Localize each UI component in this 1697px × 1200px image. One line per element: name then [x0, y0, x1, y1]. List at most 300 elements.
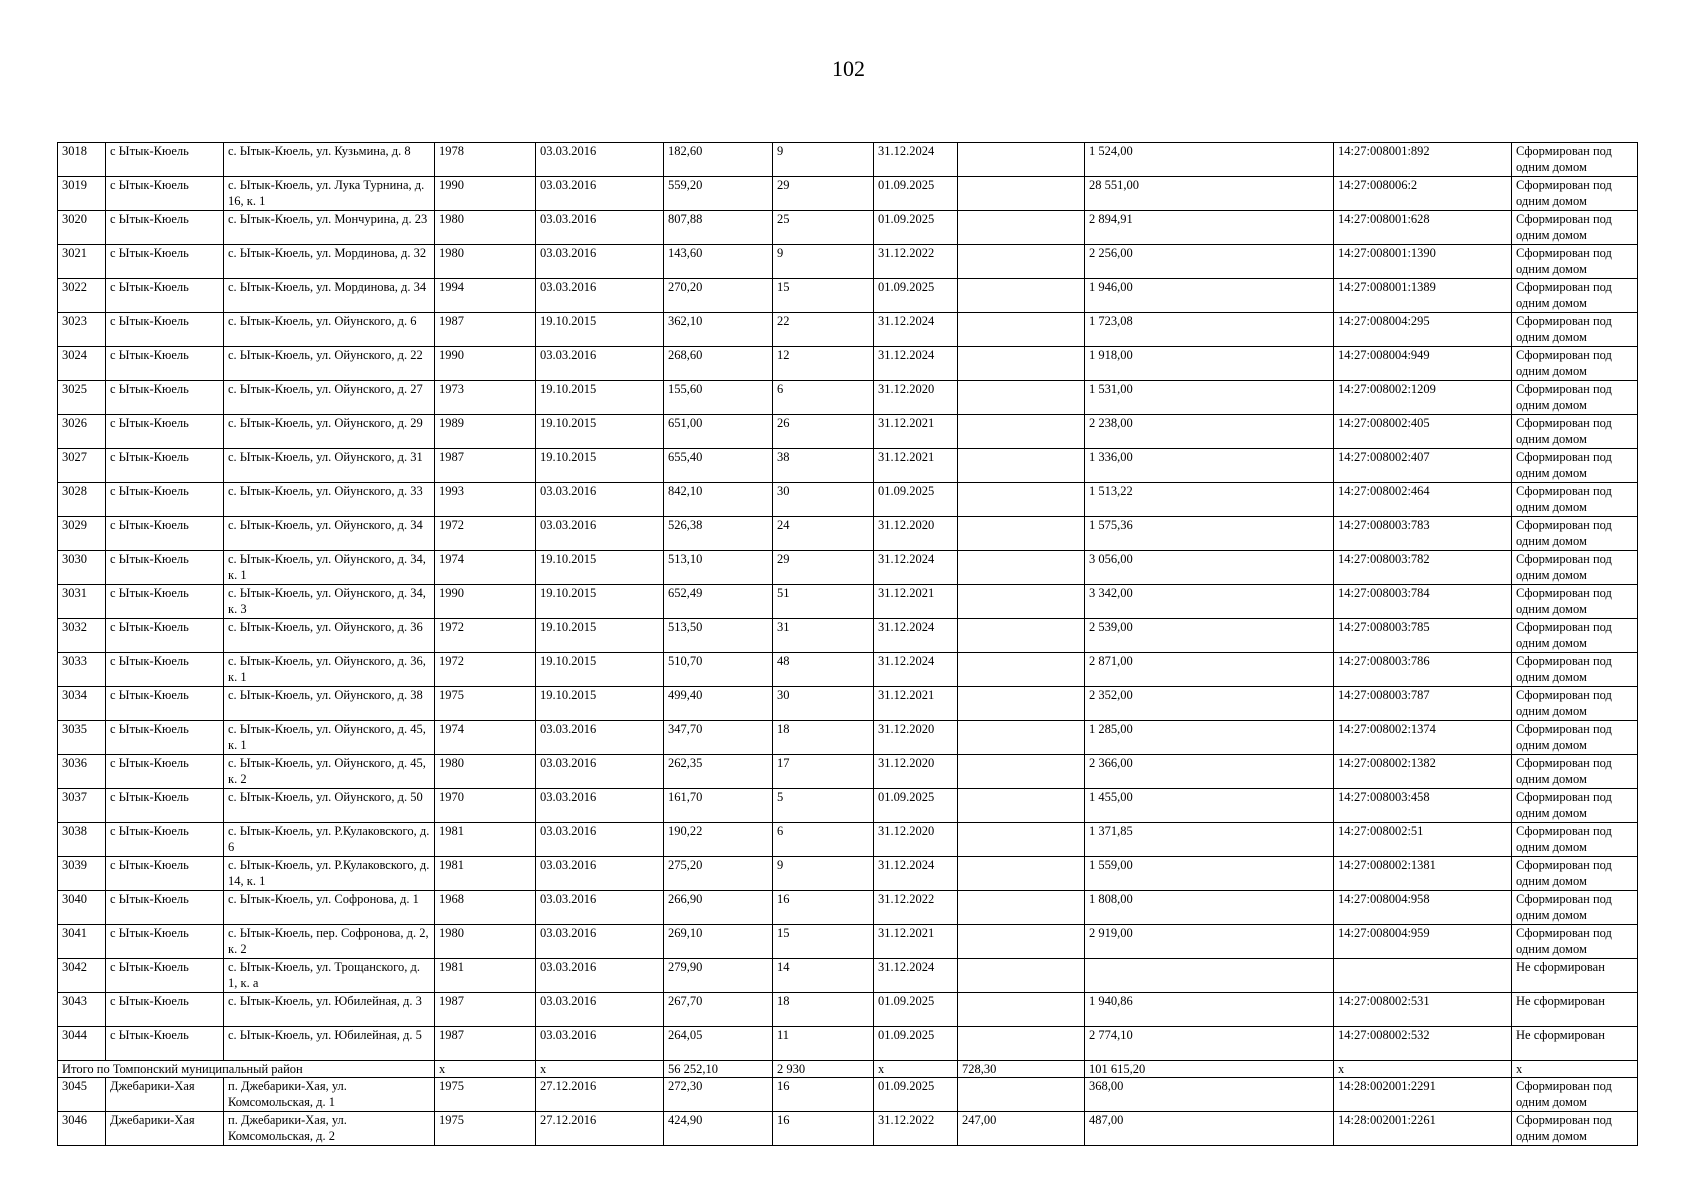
cell-residents: 26 — [773, 415, 874, 449]
cell-number: 3026 — [58, 415, 106, 449]
cell-address: с. Ытык-Кюель, ул. Ойунского, д. 34, к. 1 — [224, 551, 435, 585]
cell-area: 842,10 — [664, 483, 773, 517]
cell-land-status: Сформирован под одним домом — [1512, 721, 1638, 755]
cell-residents: 29 — [773, 177, 874, 211]
cell-settlement: с Ытык-Кюель — [106, 653, 224, 687]
cell-extra-area — [958, 551, 1085, 585]
cell-year-built: 1973 — [435, 381, 536, 415]
table-row — [58, 245, 1638, 279]
cell-cost: 1 371,85 — [1085, 823, 1334, 857]
cell-extra-area — [958, 1027, 1085, 1061]
cell-residents: 16 — [773, 1078, 874, 1112]
cell-year-built: 1972 — [435, 517, 536, 551]
cell-extra-area — [958, 177, 1085, 211]
cell-residents: 9 — [773, 143, 874, 177]
table-row — [58, 347, 1638, 381]
cell-deadline: 31.12.2020 — [874, 517, 958, 551]
cell-address: п. Джебарики-Хая, ул. Комсомольская, д. 2 — [224, 1112, 435, 1146]
table-row — [58, 925, 1638, 959]
cell-deadline: 31.12.2021 — [874, 449, 958, 483]
cell-deadline: 31.12.2024 — [874, 857, 958, 891]
table-row — [58, 517, 1638, 551]
cell-cadastral-number: 14:28:002001:2291 — [1334, 1078, 1512, 1112]
cell-residents: 18 — [773, 721, 874, 755]
cell-number: 3046 — [58, 1112, 106, 1146]
cell-residents: 14 — [773, 959, 874, 993]
table-row — [58, 313, 1638, 347]
cell-settlement: с Ытык-Кюель — [106, 211, 224, 245]
cell-number: 3029 — [58, 517, 106, 551]
cell-address: с. Ытык-Кюель, ул. Софронова, д. 1 — [224, 891, 435, 925]
cell-cost: 1 918,00 — [1085, 347, 1334, 381]
cell-area: 513,10 — [664, 551, 773, 585]
page-number: 102 — [832, 56, 865, 81]
cell-cost: 1 531,00 — [1085, 381, 1334, 415]
cell-date: 03.03.2016 — [536, 891, 664, 925]
cell-extra-area — [958, 483, 1085, 517]
cell-area: 499,40 — [664, 687, 773, 721]
cell-deadline: 31.12.2024 — [874, 313, 958, 347]
cell-address: с. Ытык-Кюель, ул. Кузьмина, д. 8 — [224, 143, 435, 177]
cell-extra-area — [958, 211, 1085, 245]
table-row — [58, 177, 1638, 211]
cell-settlement: с Ытык-Кюель — [106, 313, 224, 347]
total-cell-extra-area: 728,30 — [958, 1061, 1085, 1078]
cell-year-built: 1987 — [435, 993, 536, 1027]
cell-number: 3018 — [58, 143, 106, 177]
cell-land-status: Сформирован под одним домом — [1512, 789, 1638, 823]
cell-cadastral-number: 14:27:008002:464 — [1334, 483, 1512, 517]
cell-number: 3045 — [58, 1078, 106, 1112]
table-row — [58, 211, 1638, 245]
cell-date: 19.10.2015 — [536, 381, 664, 415]
cell-cadastral-number: 14:27:008001:628 — [1334, 211, 1512, 245]
cell-deadline: 01.09.2025 — [874, 279, 958, 313]
cell-cost: 1 723,08 — [1085, 313, 1334, 347]
cell-cadastral-number: 14:27:008002:1382 — [1334, 755, 1512, 789]
total-cell-date: х — [536, 1061, 664, 1078]
cell-settlement: с Ытык-Кюель — [106, 143, 224, 177]
cell-area: 279,90 — [664, 959, 773, 993]
total-cell-year-built: х — [435, 1061, 536, 1078]
cell-settlement: с Ытык-Кюель — [106, 1027, 224, 1061]
cell-land-status: Сформирован под одним домом — [1512, 313, 1638, 347]
housing-registry-table — [57, 142, 1638, 1146]
cell-cadastral-number: 14:27:008002:1381 — [1334, 857, 1512, 891]
cell-residents: 38 — [773, 449, 874, 483]
cell-area: 652,49 — [664, 585, 773, 619]
cell-year-built: 1978 — [435, 143, 536, 177]
table-row — [58, 823, 1638, 857]
cell-area: 559,20 — [664, 177, 773, 211]
cell-year-built: 1975 — [435, 1078, 536, 1112]
cell-settlement: с Ытык-Кюель — [106, 687, 224, 721]
table-row — [58, 1027, 1638, 1061]
cell-number: 3027 — [58, 449, 106, 483]
cell-deadline: 31.12.2022 — [874, 891, 958, 925]
cell-land-status: Сформирован под одним домом — [1512, 143, 1638, 177]
cell-deadline: 31.12.2024 — [874, 347, 958, 381]
cell-residents: 17 — [773, 755, 874, 789]
cell-cadastral-number: 14:27:008003:784 — [1334, 585, 1512, 619]
cell-residents: 6 — [773, 823, 874, 857]
cell-extra-area — [958, 585, 1085, 619]
cell-cost: 2 539,00 — [1085, 619, 1334, 653]
cell-settlement: с Ытык-Кюель — [106, 245, 224, 279]
cell-extra-area — [958, 143, 1085, 177]
cell-extra-area — [958, 789, 1085, 823]
cell-deadline: 31.12.2024 — [874, 959, 958, 993]
cell-area: 182,60 — [664, 143, 773, 177]
cell-settlement: с Ытык-Кюель — [106, 415, 224, 449]
cell-land-status: Не сформирован — [1512, 1027, 1638, 1061]
cell-number: 3030 — [58, 551, 106, 585]
cell-area: 347,70 — [664, 721, 773, 755]
cell-area: 362,10 — [664, 313, 773, 347]
cell-residents: 12 — [773, 347, 874, 381]
cell-residents: 51 — [773, 585, 874, 619]
cell-cost: 487,00 — [1085, 1112, 1334, 1146]
cell-cadastral-number: 14:27:008003:782 — [1334, 551, 1512, 585]
cell-area: 526,38 — [664, 517, 773, 551]
cell-area: 262,35 — [664, 755, 773, 789]
cell-cost: 2 871,00 — [1085, 653, 1334, 687]
cell-cadastral-number: 14:27:008002:1209 — [1334, 381, 1512, 415]
cell-area: 270,20 — [664, 279, 773, 313]
cell-year-built: 1990 — [435, 177, 536, 211]
cell-area: 269,10 — [664, 925, 773, 959]
cell-extra-area — [958, 959, 1085, 993]
cell-number: 3035 — [58, 721, 106, 755]
cell-deadline: 01.09.2025 — [874, 483, 958, 517]
cell-cost: 2 238,00 — [1085, 415, 1334, 449]
cell-cost: 2 774,10 — [1085, 1027, 1334, 1061]
cell-settlement: с Ытык-Кюель — [106, 857, 224, 891]
cell-year-built: 1994 — [435, 279, 536, 313]
cell-extra-area — [958, 653, 1085, 687]
cell-year-built: 1972 — [435, 653, 536, 687]
cell-residents: 5 — [773, 789, 874, 823]
cell-date: 19.10.2015 — [536, 653, 664, 687]
cell-extra-area — [958, 517, 1085, 551]
cell-land-status: Сформирован под одним домом — [1512, 687, 1638, 721]
cell-land-status: Не сформирован — [1512, 959, 1638, 993]
cell-cost: 2 366,00 — [1085, 755, 1334, 789]
cell-number: 3032 — [58, 619, 106, 653]
total-cell-residents: 2 930 — [773, 1061, 874, 1078]
cell-year-built: 1981 — [435, 823, 536, 857]
cell-deadline: 31.12.2021 — [874, 687, 958, 721]
table-row — [58, 143, 1638, 177]
cell-year-built: 1972 — [435, 619, 536, 653]
cell-address: с. Ытык-Кюель, ул. Юбилейная, д. 5 — [224, 1027, 435, 1061]
cell-land-status: Сформирован под одним домом — [1512, 891, 1638, 925]
cell-land-status: Сформирован под одним домом — [1512, 177, 1638, 211]
cell-area: 268,60 — [664, 347, 773, 381]
cell-cost: 2 894,91 — [1085, 211, 1334, 245]
cell-number: 3037 — [58, 789, 106, 823]
cell-date: 03.03.2016 — [536, 721, 664, 755]
cell-land-status: Сформирован под одним домом — [1512, 823, 1638, 857]
cell-deadline: 31.12.2024 — [874, 143, 958, 177]
table-row — [58, 789, 1638, 823]
cell-settlement: с Ытык-Кюель — [106, 449, 224, 483]
cell-cost: 28 551,00 — [1085, 177, 1334, 211]
cell-extra-area — [958, 245, 1085, 279]
cell-cadastral-number: 14:27:008002:51 — [1334, 823, 1512, 857]
table-row — [58, 415, 1638, 449]
cell-settlement: с Ытык-Кюель — [106, 517, 224, 551]
cell-address: с. Ытык-Кюель, ул. Ойунского, д. 33 — [224, 483, 435, 517]
total-label: Итого по Томпонский муниципальный район — [58, 1061, 435, 1078]
cell-settlement: Джебарики-Хая — [106, 1078, 224, 1112]
cell-land-status: Сформирован под одним домом — [1512, 925, 1638, 959]
cell-extra-area — [958, 415, 1085, 449]
cell-cadastral-number: 14:28:002001:2261 — [1334, 1112, 1512, 1146]
cell-year-built: 1975 — [435, 687, 536, 721]
cell-cost: 1 559,00 — [1085, 857, 1334, 891]
cell-deadline: 01.09.2025 — [874, 1027, 958, 1061]
cell-residents: 30 — [773, 483, 874, 517]
cell-area: 513,50 — [664, 619, 773, 653]
total-cell-area: 56 252,10 — [664, 1061, 773, 1078]
cell-address: с. Ытык-Кюель, ул. Мординова, д. 34 — [224, 279, 435, 313]
cell-settlement: с Ытык-Кюель — [106, 551, 224, 585]
cell-address: с. Ытык-Кюель, ул. Ойунского, д. 34 — [224, 517, 435, 551]
table-row — [58, 687, 1638, 721]
cell-settlement: с Ытык-Кюель — [106, 891, 224, 925]
cell-cadastral-number: 14:27:008003:783 — [1334, 517, 1512, 551]
cell-deadline: 31.12.2021 — [874, 925, 958, 959]
cell-area: 807,88 — [664, 211, 773, 245]
cell-settlement: с Ытык-Кюель — [106, 279, 224, 313]
cell-cadastral-number: 14:27:008002:531 — [1334, 993, 1512, 1027]
table-row — [58, 721, 1638, 755]
cell-land-status: Сформирован под одним домом — [1512, 483, 1638, 517]
cell-cost: 1 524,00 — [1085, 143, 1334, 177]
cell-number: 3031 — [58, 585, 106, 619]
cell-year-built: 1975 — [435, 1112, 536, 1146]
cell-cadastral-number: 14:27:008001:1390 — [1334, 245, 1512, 279]
cell-settlement: с Ытык-Кюель — [106, 483, 224, 517]
cell-cost: 2 256,00 — [1085, 245, 1334, 279]
cell-land-status: Сформирован под одним домом — [1512, 1078, 1638, 1112]
cell-area: 275,20 — [664, 857, 773, 891]
cell-year-built: 1987 — [435, 1027, 536, 1061]
cell-number: 3033 — [58, 653, 106, 687]
cell-settlement: с Ытык-Кюель — [106, 959, 224, 993]
cell-cadastral-number: 14:27:008001:1389 — [1334, 279, 1512, 313]
cell-number: 3044 — [58, 1027, 106, 1061]
cell-address: с. Ытык-Кюель, ул. Ойунского, д. 34, к. 3 — [224, 585, 435, 619]
table-row — [58, 619, 1638, 653]
cell-land-status: Сформирован под одним домом — [1512, 211, 1638, 245]
cell-settlement: с Ытык-Кюель — [106, 755, 224, 789]
cell-area: 651,00 — [664, 415, 773, 449]
table-row — [58, 653, 1638, 687]
cell-date: 19.10.2015 — [536, 619, 664, 653]
cell-year-built: 1970 — [435, 789, 536, 823]
cell-address: с. Ытык-Кюель, ул. Ойунского, д. 6 — [224, 313, 435, 347]
cell-address: с. Ытык-Кюель, ул. Юбилейная, д. 3 — [224, 993, 435, 1027]
cell-date: 19.10.2015 — [536, 449, 664, 483]
cell-land-status: Сформирован под одним домом — [1512, 415, 1638, 449]
cell-extra-area — [958, 1078, 1085, 1112]
cell-deadline: 01.09.2025 — [874, 1078, 958, 1112]
total-cell-cadastral-number: х — [1334, 1061, 1512, 1078]
cell-area: 267,70 — [664, 993, 773, 1027]
cell-settlement: с Ытык-Кюель — [106, 925, 224, 959]
cell-deadline: 31.12.2020 — [874, 721, 958, 755]
cell-date: 19.10.2015 — [536, 415, 664, 449]
cell-number: 3023 — [58, 313, 106, 347]
cell-cadastral-number: 14:27:008004:958 — [1334, 891, 1512, 925]
cell-date: 03.03.2016 — [536, 517, 664, 551]
table-row — [58, 755, 1638, 789]
cell-number: 3039 — [58, 857, 106, 891]
cell-date: 19.10.2015 — [536, 551, 664, 585]
cell-extra-area — [958, 687, 1085, 721]
cell-extra-area — [958, 925, 1085, 959]
cell-year-built: 1980 — [435, 925, 536, 959]
cell-number: 3042 — [58, 959, 106, 993]
cell-address: с. Ытык-Кюель, ул. Лука Турнина, д. 16, к. 1 — [224, 177, 435, 211]
cell-number: 3024 — [58, 347, 106, 381]
table-row — [58, 483, 1638, 517]
cell-extra-area — [958, 347, 1085, 381]
cell-address: с. Ытык-Кюель, ул. Р.Кулаковского, д. 6 — [224, 823, 435, 857]
cell-residents: 15 — [773, 279, 874, 313]
cell-land-status: Не сформирован — [1512, 993, 1638, 1027]
cell-residents: 31 — [773, 619, 874, 653]
cell-date: 27.12.2016 — [536, 1112, 664, 1146]
cell-cost: 2 919,00 — [1085, 925, 1334, 959]
cell-number: 3028 — [58, 483, 106, 517]
table-body — [58, 143, 1638, 1146]
cell-address: с. Ытык-Кюель, ул. Ойунского, д. 36, к. 1 — [224, 653, 435, 687]
cell-area: 424,90 — [664, 1112, 773, 1146]
cell-date: 03.03.2016 — [536, 347, 664, 381]
cell-area: 655,40 — [664, 449, 773, 483]
cell-cost: 1 946,00 — [1085, 279, 1334, 313]
cell-address: с. Ытык-Кюель, ул. Ойунского, д. 45, к. 1 — [224, 721, 435, 755]
cell-cost: 2 352,00 — [1085, 687, 1334, 721]
cell-date: 19.10.2015 — [536, 313, 664, 347]
cell-settlement: с Ытык-Кюель — [106, 381, 224, 415]
cell-address: с. Ытык-Кюель, ул. Ойунского, д. 50 — [224, 789, 435, 823]
cell-number: 3043 — [58, 993, 106, 1027]
cell-year-built: 1981 — [435, 959, 536, 993]
cell-deadline: 01.09.2025 — [874, 211, 958, 245]
cell-land-status: Сформирован под одним домом — [1512, 279, 1638, 313]
cell-address: с. Ытык-Кюель, ул. Ойунского, д. 38 — [224, 687, 435, 721]
cell-year-built: 1989 — [435, 415, 536, 449]
cell-date: 03.03.2016 — [536, 857, 664, 891]
cell-date: 03.03.2016 — [536, 279, 664, 313]
cell-number: 3022 — [58, 279, 106, 313]
total-cell-land-status: х — [1512, 1061, 1638, 1078]
cell-deadline: 31.12.2024 — [874, 653, 958, 687]
cell-address: с. Ытык-Кюель, ул. Трощанского, д. 1, к. а — [224, 959, 435, 993]
cell-deadline: 31.12.2022 — [874, 245, 958, 279]
cell-settlement: с Ытык-Кюель — [106, 823, 224, 857]
cell-cadastral-number: 14:27:008004:959 — [1334, 925, 1512, 959]
cell-date: 03.03.2016 — [536, 245, 664, 279]
cell-cost: 368,00 — [1085, 1078, 1334, 1112]
cell-extra-area — [958, 313, 1085, 347]
cell-area: 266,90 — [664, 891, 773, 925]
cell-address: с. Ытык-Кюель, пер. Софронова, д. 2, к. 2 — [224, 925, 435, 959]
cell-number: 3036 — [58, 755, 106, 789]
cell-residents: 16 — [773, 1112, 874, 1146]
cell-land-status: Сформирован под одним домом — [1512, 381, 1638, 415]
cell-date: 03.03.2016 — [536, 925, 664, 959]
cell-settlement: с Ытык-Кюель — [106, 177, 224, 211]
cell-address: с. Ытык-Кюель, ул. Ойунского, д. 29 — [224, 415, 435, 449]
cell-cost — [1085, 959, 1334, 993]
cell-land-status: Сформирован под одним домом — [1512, 449, 1638, 483]
cell-date: 03.03.2016 — [536, 959, 664, 993]
cell-number: 3020 — [58, 211, 106, 245]
cell-cadastral-number: 14:27:008006:2 — [1334, 177, 1512, 211]
cell-date: 03.03.2016 — [536, 177, 664, 211]
cell-number: 3021 — [58, 245, 106, 279]
cell-cost: 1 940,86 — [1085, 993, 1334, 1027]
table-row — [58, 959, 1638, 993]
cell-settlement: с Ытык-Кюель — [106, 993, 224, 1027]
cell-date: 03.03.2016 — [536, 823, 664, 857]
cell-address: с. Ытык-Кюель, ул. Ойунского, д. 36 — [224, 619, 435, 653]
table-row — [58, 551, 1638, 585]
cell-area: 264,05 — [664, 1027, 773, 1061]
cell-extra-area — [958, 381, 1085, 415]
cell-year-built: 1974 — [435, 551, 536, 585]
cell-year-built: 1980 — [435, 245, 536, 279]
cell-deadline: 31.12.2020 — [874, 755, 958, 789]
cell-cadastral-number: 14:27:008003:458 — [1334, 789, 1512, 823]
cell-land-status: Сформирован под одним домом — [1512, 653, 1638, 687]
cell-cadastral-number: 14:27:008002:1374 — [1334, 721, 1512, 755]
cell-number: 3034 — [58, 687, 106, 721]
cell-cost: 3 056,00 — [1085, 551, 1334, 585]
cell-settlement: с Ытык-Кюель — [106, 619, 224, 653]
cell-year-built: 1981 — [435, 857, 536, 891]
cell-year-built: 1980 — [435, 755, 536, 789]
table-row — [58, 1112, 1638, 1146]
cell-extra-area — [958, 993, 1085, 1027]
cell-date: 03.03.2016 — [536, 755, 664, 789]
cell-residents: 22 — [773, 313, 874, 347]
cell-year-built: 1990 — [435, 585, 536, 619]
cell-deadline: 31.12.2021 — [874, 415, 958, 449]
table-row — [58, 891, 1638, 925]
cell-extra-area — [958, 279, 1085, 313]
cell-address: с. Ытык-Кюель, ул. Мординова, д. 32 — [224, 245, 435, 279]
cell-cadastral-number: 14:27:008002:407 — [1334, 449, 1512, 483]
cell-residents: 16 — [773, 891, 874, 925]
cell-deadline: 01.09.2025 — [874, 789, 958, 823]
cell-area: 155,60 — [664, 381, 773, 415]
cell-number: 3041 — [58, 925, 106, 959]
table-row — [58, 585, 1638, 619]
cell-land-status: Сформирован под одним домом — [1512, 619, 1638, 653]
cell-extra-area: 247,00 — [958, 1112, 1085, 1146]
cell-year-built: 1987 — [435, 449, 536, 483]
cell-settlement: с Ытык-Кюель — [106, 347, 224, 381]
cell-extra-area — [958, 891, 1085, 925]
cell-deadline: 31.12.2024 — [874, 619, 958, 653]
cell-deadline: 31.12.2021 — [874, 585, 958, 619]
